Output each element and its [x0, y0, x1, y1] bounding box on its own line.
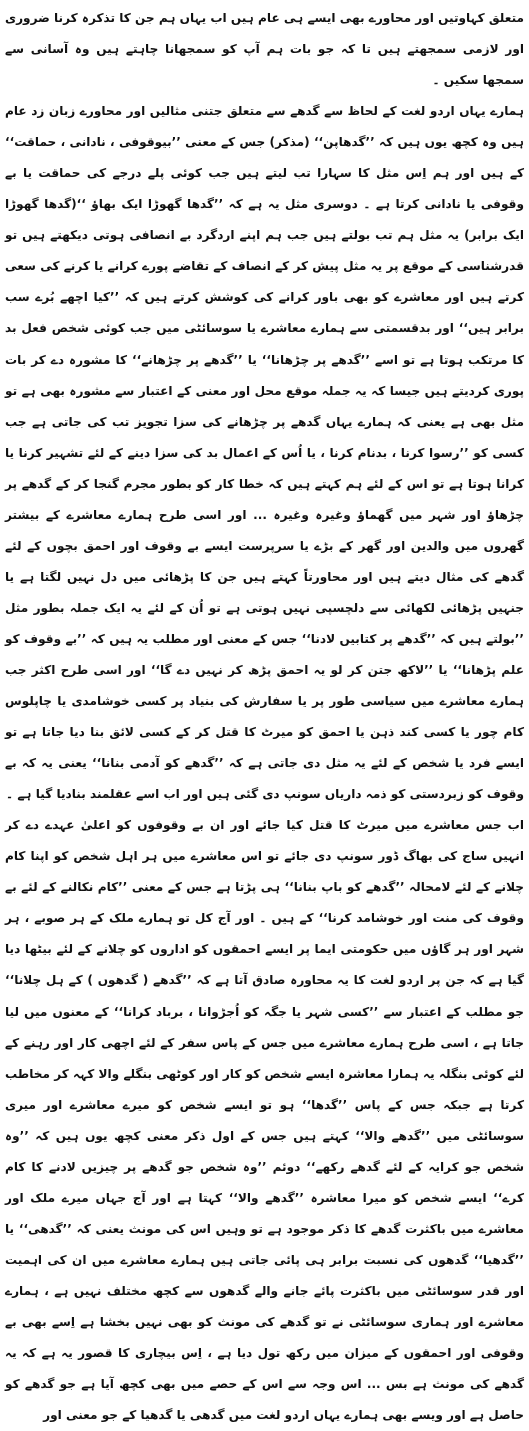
article-paragraph-3: اب جس معاشرے میں میرٹ کا قتل کیا جائے اور ان بے وقوفوں کو اعلیٰ عہدے دے کر انہیں ساج کی بھاگ ڈور سونپ دی جائے تو اس معاشرے میں ہر اہل شخص کو اپنا کام چلانے کے لئے لامحالہ ’’گدھے کو باپ بنانا‘‘ ہی پڑتا ہے جس کے معنی ’’کام نکالنے کے لئے بے وقوف کی منت اور خوشامد کرنا‘‘ کے ہیں ۔ اور آج کل تو ہمارے ملک کے ہر صوبے ، ہر شہر اور ہر گاؤں میں حکومتی ایما پر ایسے احمقوں کو اداروں کو چلانے کے لئے بیٹھا دیا گیا ہے کہ جن پر اردو لغت کا یہ محاورہ صادق آتا ہے کہ ’’گدھے ( گدھوں ) کے ہل چلانا‘‘ جو مطلب کے اعتبار سے ’’کسی شہر یا جگہ کو اُجڑوانا ، برباد کرانا‘‘ کے معنوں میں لیا جاتا ہے ، اسی طرح ہمارے معاشرے میں جس کے پاس سفر کے لئے اچھی کار اور رہنے کے لئے کوئی بنگلہ یہ ہمارا معاشرہ ایسے شخص کو کار اور کوٹھی بنگلے والا کہہ کر مخاطب کرتا ہے جبکہ جس کے پاس ’’گدھا‘‘ ہو تو ایسے شخص کو میرے معاشرے اور میری سوسائٹی میں ’’گدھے والا‘‘ کہتے ہیں جس کے اول ذکر معنی کچھ یوں ہیں کہ ’’وہ شخص جو کرایہ کے لئے گدھے رکھے‘‘ دوئم ’’وہ شخص جو گدھے پر چیزیں لادنے کا کام کرے‘‘ ایسے شخص کو میرا معاشرہ ’’گدھے والا‘‘ کہتا ہے اور آج جہاں میرے ملک اور معاشرے میں باکثرت گدھے کا ذکر موجود ہے تو وہیں اس کی مونث یعنی کہ ’’گدھی‘‘ یا ’’گدھیا‘‘ گدھوں کی نسبت برابر ہی پائی جاتی ہیں ہمارے معاشرے میں ان کی اہمیت اور قدر سوسائٹی میں باکثرت پائے جانے والے گدھوں سے کچھ مختلف نہیں ہے ، ہمارے معاشرے اور ہماری سوسائٹی نے تو گدھے کی مونث کو بھی نہیں بخشا ہے اِسے بھی بے وقوفی اور احمقوں کے میزان میں رکھ تول دیا ہے ، اِس بیچاری کا قصور یہ ہے کہ یہ گدھے کی مونث ہے بس ... اس وجہ سے اس کے حصے میں بھی کچھ آیا ہے جو گدھے کو حاصل ہے اور ویسے بھی ہمارے یہاں اردو لغت میں گدھی یا گدھیا کے جو معنی اور — [5, 818, 524, 1423]
article-paragraph-1: متعلق کہاوتیں اور محاورے بھی ایسے ہی عام ہیں اب یہاں ہم جن کا تذکرہ کرنا ضروری اور لازمی سمجھتے ہیں تا کہ جو بات ہم آپ کو سمجھانا چاہتے ہیں وہ آسانی سے سمجھا سکیں ۔ — [5, 11, 524, 88]
article-paragraph-2: ہمارے یہاں اردو لغت کے لحاظ سے گدھے سے متعلق جتنی مثالیں اور محاورے زبان زد عام ہیں وہ کچھ یوں ہیں کہ ’’گدھاپن‘‘ (مذکر) جس کے معنی ’’بیوقوفی ، نادانی ، حماقت‘‘ کے ہیں اور ہم اِس مثل کا سہارا تب لیتے ہیں جب کوئی پلے درجے کی حماقت یا بے وقوفی یا نادانی کرتا ہے ۔ دوسری مثل یہ ہے کہ ’’گدھا گھوڑا ایک بھاؤ ‘‘(گدھا گھوڑا ایک برابر) یہ مثل ہم تب بولتے ہیں جب ہم اپنے اردگرد بے انصافی ہوتی دیکھتے ہیں تو قدرشناسی کے موقع پر یہ مثل پیش کر کے انصاف کے تقاضے پورے کرانے یا کرنے کی سعی کرتے ہیں اور معاشرے کو بھی باور کرانے کی کوشش کرتے ہیں کہ ’’کیا اچھے بُرے سب برابر ہیں‘‘ اور بدقسمتی سے ہمارے معاشرے یا سوسائٹی میں جب کوئی شخص فعل بد کا مرتکب ہوتا ہے تو اسے ’’گدھے پر چڑھانا‘‘ یا ’’گدھے پر چڑھانے‘‘ کا مشورہ دے کر بات پوری کردیتے ہیں جیسا کہ یہ جملہ موقع محل اور معنی کے اعتبار سے مشورہ بھی ہے تو مثل بھی ہے یعنی کہ ہمارے یہاں گدھے پر چڑھانے کی سزا تجویز تب کی جاتی ہے جب کسی کو ’’رسوا کرنا ، بدنام کرنا ، یا اُس کے اعمال بد کی سزا دینے کے لئے تشہیر کرنا یا کرانا ہوتا ہے تو اس کے لئے ہم کہتے ہیں کہ خطا کار کو بطور مجرم گنجا کر کے گدھے پر چڑھاؤ اور شہر میں گھماؤ وغیرہ وغیرہ ... اور اسی طرح ہمارے معاشرے کے بیشتر گھروں میں والدین اور گھر کے بڑے یا سرپرست ایسے بے وقوف اور احمق بچوں کے لئے گدھے کی مثال دیتے ہیں اور محاورتاً کہتے ہیں جن کا پڑھائی میں دل نہیں لگتا ہے یا جنہیں پڑھائی لکھائی سے دلچسپی نہیں ہوتی ہے تو اُن کے لئے یہ ایک جملہ بطور مثل ’’بولتے ہیں کہ ’’گدھے پر کتابیں لادنا‘‘ جس کے معنی اور مطلب یہ ہیں کہ ’’بے وقوف کو علم پڑھانا‘‘ یا ’’لاکھ جتن کر لو یہ احمق پڑھ کر نہیں دے گا‘‘ اور اسی طرح اکثر جب ہمارے معاشرے میں سیاسی طور پر یا سفارش کی بنیاد پر کسی خوشامدی یا چاپلوس کام چور یا کسی کند ذہن یا احمق کو میرٹ کا قتل کر کے کسی لائق بنا دیا جاتا ہے تو ایسے فرد یا شخص کے لئے یہ مثل دی جاتی ہے کہ ’’گدھے کو آدمی بنانا‘‘ یعنی یہ کہ بے وقوف کو زبردستی کو ذمہ داریاں سونپ دی گئی ہیں اور اب اسے عقلمند بنادیا گیا ہے ۔ — [5, 104, 524, 802]
